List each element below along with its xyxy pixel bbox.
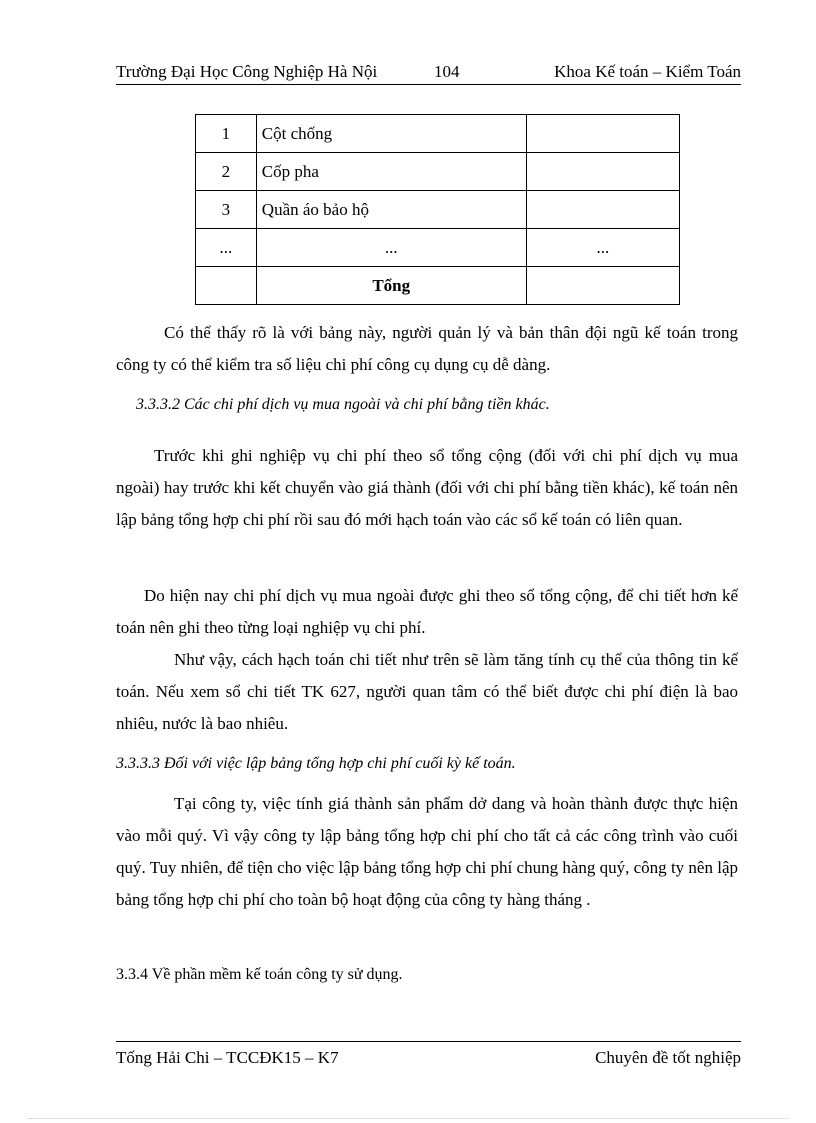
header-page-number: 104: [434, 62, 460, 81]
tools-cost-table: [195, 114, 680, 305]
header-faculty: Khoa Kế toán – Kiểm Toán: [554, 62, 741, 81]
page-bottom-divider: [28, 1118, 788, 1119]
paragraph-services-cost: Trước khi ghi nghiệp vụ chi phí theo sổ tổng cộng (đối với chi phí dịch vụ mua ngoài) hay trước khi kết chuyển vào giá thành (đối với chi phí bằng tiền khác), kế toán nên lập bảng tổng hợp chi phí rồi sau đó mới hạch toán vào các sổ kế toán có liên quan.: [116, 446, 738, 529]
heading-3-3-3-3: 3.3.3.3 Đối với việc lập bảng tổng hợp chi phí cuối kỳ kế toán.: [116, 755, 516, 772]
footer-doc-type: Chuyên đề tốt nghiệp: [595, 1048, 741, 1067]
table-total-row: [196, 267, 680, 305]
paragraph-cost-summary: Tại công ty, việc tính giá thành sản phẩm dở dang và hoàn thành được thực hiện vào mỗi quý. Vì vậy công ty lập bảng tổng hợp chi phí cho tất cả các công trình vào cuối quý. Tuy nhiên, để tiện cho việc lập bảng tổng hợp chi phí chung hàng quý, công ty nên lập bảng tổng hợp chi phí cho toàn bộ hoạt động của công ty hàng tháng .: [116, 794, 738, 909]
paragraph-table-note: Có thể thấy rõ là với bảng này, người quản lý và bản thân đội ngũ kế toán trong công ty có thể kiểm tra số liệu chi phí công cụ dụng cụ dễ dàng.: [116, 323, 738, 374]
table-cell-name: Cốp pha: [256, 153, 526, 191]
table-cell-value: ...: [526, 229, 679, 267]
table-row: [196, 115, 680, 153]
paragraph-tk627: Như vậy, cách hạch toán chi tiết như trên sẽ làm tăng tính cụ thể của thông tin kế toán. Nếu xem sổ chi tiết TK 627, người quan tâm có thể biết được chi phí điện là bao nhiêu, nước là bao nhiêu.: [116, 650, 738, 733]
table-cell-name: Quần áo bảo hộ: [256, 191, 526, 229]
page-header: [116, 60, 741, 85]
table-cell-value: [526, 153, 679, 191]
table-cell-no: 1: [196, 115, 257, 153]
table-row: [196, 229, 680, 267]
table-cell-no: ...: [196, 229, 257, 267]
heading-3-3-4: 3.3.4 Về phần mềm kế toán công ty sử dụng.: [116, 966, 403, 983]
table-total-label: Tổng: [256, 267, 526, 305]
table-cell-name: Cột chống: [256, 115, 526, 153]
table-row: [196, 191, 680, 229]
table-cell-no: [196, 267, 257, 305]
table-cell-no: 2: [196, 153, 257, 191]
table-cell-no: 3: [196, 191, 257, 229]
table-cell-value: [526, 115, 679, 153]
table-row: [196, 153, 680, 191]
table-total-value: [526, 267, 679, 305]
footer-author: Tống Hải Chi – TCCĐK15 – K7: [116, 1048, 339, 1067]
page-footer: [116, 1041, 741, 1072]
header-school: Trường Đại Học Công Nghiệp Hà Nội: [116, 62, 378, 81]
heading-3-3-3-2: 3.3.3.2 Các chi phí dịch vụ mua ngoài và chi phí bằng tiền khác.: [136, 396, 550, 413]
table-cell-name: ...: [256, 229, 526, 267]
table-cell-value: [526, 191, 679, 229]
paragraph-services-detail: Do hiện nay chi phí dịch vụ mua ngoài được ghi theo sổ tổng cộng, để chi tiết hơn kế toán nên ghi theo từng loại nghiệp vụ chi phí.: [116, 586, 738, 637]
